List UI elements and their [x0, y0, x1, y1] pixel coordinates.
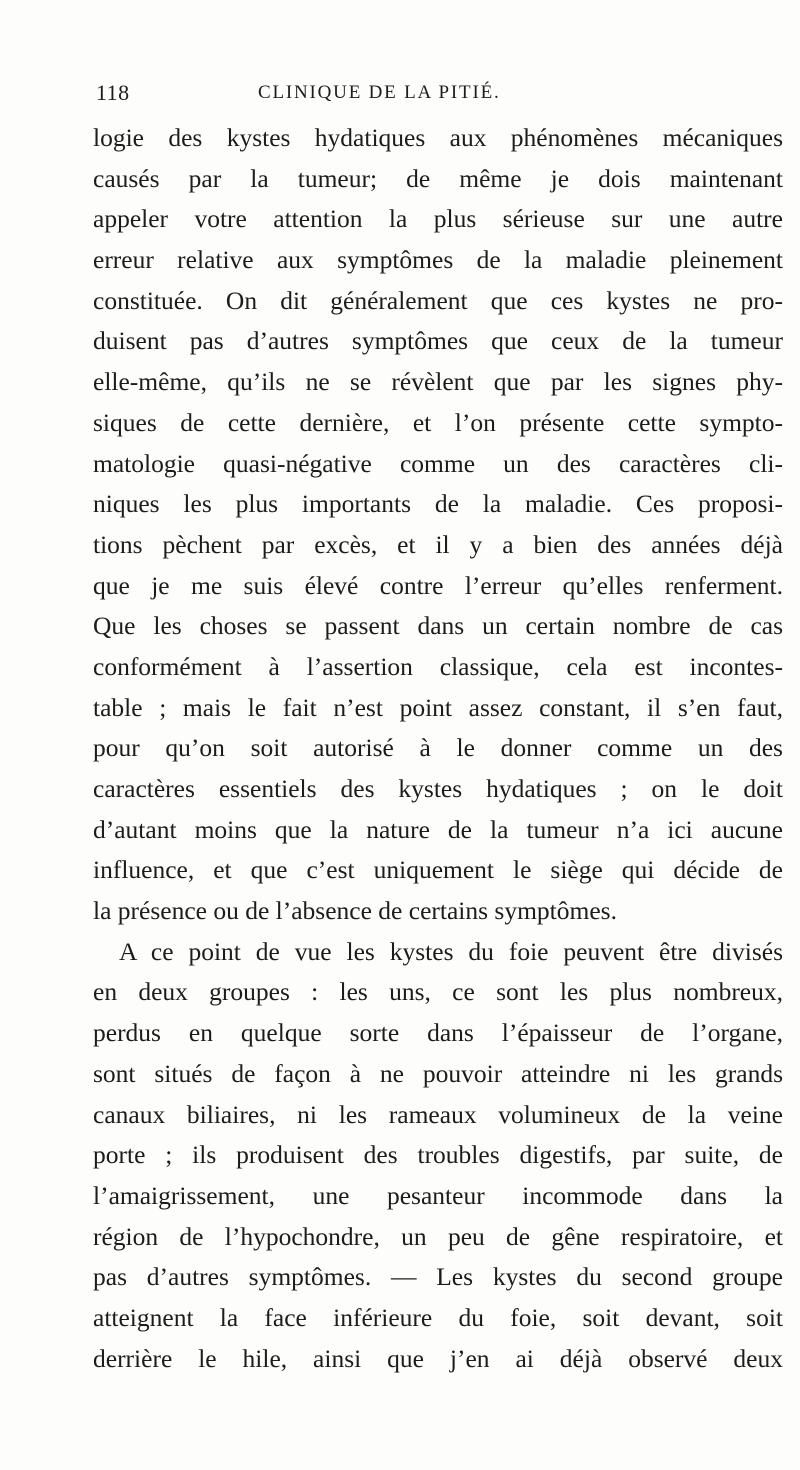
running-head: [96, 80, 716, 110]
text-line: que je me suis élevé contre l’erreur qu’elles renferment.: [93, 570, 783, 600]
text-line: Que les choses se passent dans un certain nombre de cas: [93, 611, 783, 641]
text-line: matologie quasi-négative comme un des caractères cli-: [93, 448, 783, 478]
text-line: duisent pas d’autres symptômes que ceux de la tumeur: [93, 326, 783, 356]
text-line: appeler votre attention la plus sérieuse sur une autre: [93, 204, 783, 234]
text-line: tions pèchent par excès, et il y a bien des années déjà: [93, 529, 783, 559]
text-line: siques de cette dernière, et l’on présente cette sympto-: [93, 407, 783, 437]
text-line: caractères essentiels des kystes hydatiques ; on le doit: [93, 774, 783, 803]
text-line: en deux groupes : les uns, ce sont les plus nombreux,: [93, 977, 783, 1007]
text-line: pour qu’on soit autorisé à le donner comme un des: [93, 733, 783, 763]
text-line: d’autant moins que la nature de la tumeur n’a ici aucune: [93, 814, 783, 844]
text-line: perdus en quelque sorte dans l’épaisseur de l’organe,: [93, 1018, 783, 1048]
text-line: constituée. On dit généralement que ces kystes ne pro-: [93, 285, 783, 315]
text-line: porte ; ils produisent des troubles digestifs, par suite, de: [93, 1140, 783, 1170]
text-line: A ce point de vue les kystes du foie peuvent être divisés: [119, 936, 783, 966]
text-line: canaux biliaires, ni les rameaux volumineux de la veine: [93, 1099, 783, 1129]
text-line: l’amaigrissement, une pesanteur incommode dans la: [93, 1180, 783, 1210]
text-line: niques les plus importants de la maladie. Ces proposi-: [93, 489, 783, 519]
text-line: erreur relative aux symptômes de la maladie pleinement: [93, 245, 783, 275]
text-line: sont situés de façon à ne pouvoir atteindre ni les grands: [93, 1058, 783, 1088]
text-line: région de l’hypochondre, un peu de gêne respiratoire, et: [93, 1221, 783, 1251]
text-line: causés par la tumeur; de même je dois maintenant: [93, 163, 783, 193]
text-line: derrière le hile, ainsi que j’en ai déjà observé deux: [93, 1343, 783, 1373]
text-line: pas d’autres symptômes. — Les kystes du second groupe: [93, 1262, 783, 1292]
text-line: influence, et que c’est uniquement le siège qui décide de: [93, 855, 783, 885]
text-line: atteignent la face inférieure du foie, soit devant, soit: [93, 1302, 783, 1332]
text-line: logie des kystes hydatiques aux phénomènes mécaniques: [93, 123, 783, 152]
page-number: 118: [96, 80, 130, 105]
body-text: [93, 118, 783, 1379]
running-title: CLINIQUE DE LA PITIÉ.: [258, 82, 501, 103]
text-line: table ; mais le fait n’est point assez constant, il s’en faut,: [93, 692, 783, 722]
text-line: elle-même, qu’ils ne se révèlent que par les signes phy-: [93, 367, 783, 397]
text-line: conformément à l’assertion classique, cela est incontes-: [93, 651, 783, 681]
text-line: la présence ou de l’absence de certains symptômes.: [93, 896, 617, 926]
